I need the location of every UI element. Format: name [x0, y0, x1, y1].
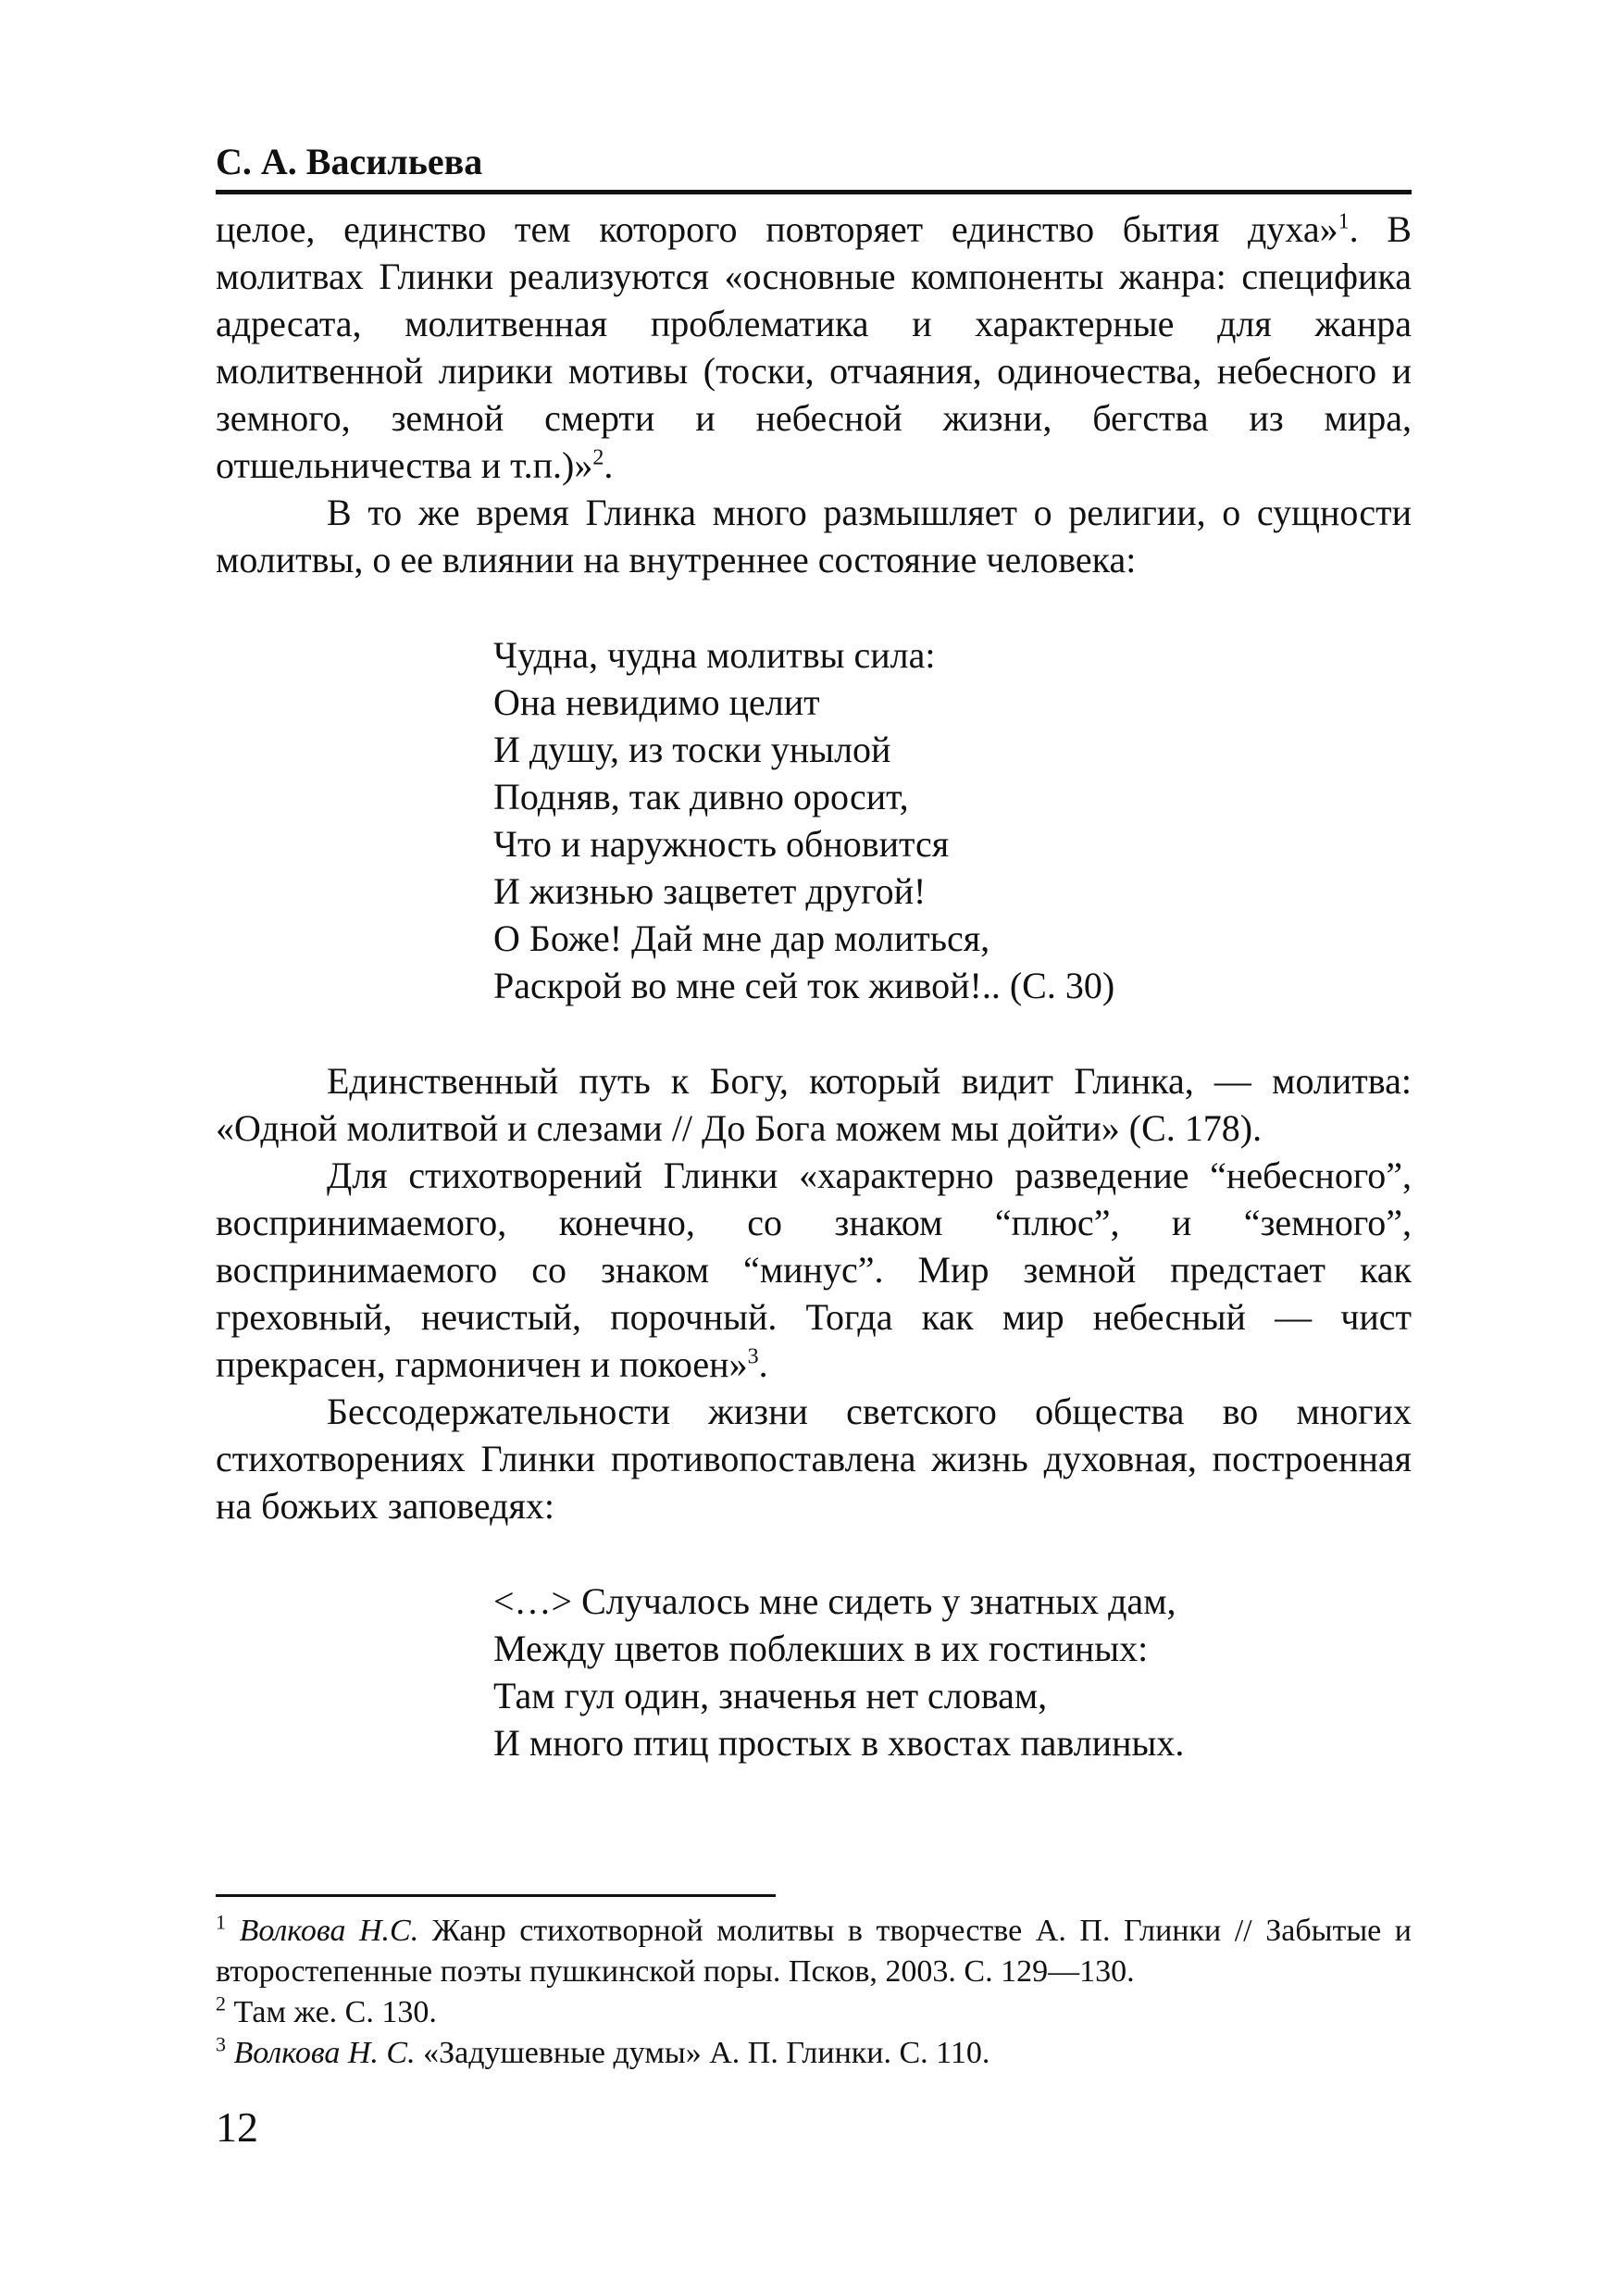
- paragraph-text: . В молитвах Глинки реализуются «основные компоненты жанра: специфика адресата, молитвенная проблематика и характерные для жанра молитвенной лирики мотивы (тоски, отчаяния, одиночества, небесного и земного, земной смерти и небесной жизни, бегства из мира, отшельничества и т.п.)»: [216, 208, 1412, 486]
- paragraph: [216, 1152, 1412, 1388]
- paragraph-text: В то же время Глинка много размышляет о религии, о сущности молитвы, о ее влиянии на внутреннее состояние человека:: [216, 492, 1412, 580]
- footnote-text: Жанр стихотворной молитвы в творчестве А. П. Глинки // Забытые и второстепенные поэты пушкинской поры. Псков, 2003. С. 129—130.: [216, 1914, 1413, 1989]
- poem-line: И душу, из тоски унылой: [493, 729, 891, 770]
- header-rule: [216, 190, 1412, 194]
- paragraph: [216, 1057, 1412, 1152]
- footnote-number: 2: [216, 1991, 226, 2015]
- poem-line: Между цветов поблекших в их гостиных:: [493, 1628, 1149, 1669]
- poem-line: Там гул один, значенья нет словам,: [493, 1675, 1048, 1716]
- paragraphs-top: [216, 206, 1412, 583]
- footnote-ref: 2: [592, 445, 604, 470]
- footnotes: [216, 1911, 1412, 2074]
- footnote: [216, 1992, 1412, 2033]
- paragraph-text: Бессодержательности жизни светского общества во многих стихотворениях Глинки противопоставлена жизнь духовная, построенная на божьих заповедях:: [216, 1391, 1412, 1527]
- poem-line: И жизнью зацветет другой!: [493, 870, 927, 912]
- poem-line: И много птиц простых в хвостах павлиных.: [493, 1722, 1185, 1764]
- footnote-ref: 1: [1338, 209, 1350, 234]
- poem-line: О Боже! Дай мне дар молиться,: [493, 917, 990, 959]
- main-text: [216, 206, 1412, 1766]
- paragraph-text: Для стихотворений Глинки «характерно разведение “небесного”, воспринимаемого, конечно, со знаком “плюс”, и “земного”, воспринимаемого со знаком “минус”. Мир земной предстает как греховный, нечистый, порочный. Тогда как мир небесный — чист прекрасен, гармоничен и покоен»: [216, 1154, 1412, 1385]
- header-author: С. А. Васильева: [216, 141, 483, 182]
- footnote-separator: [216, 1894, 776, 1897]
- poem-line: Она невидимо целит: [493, 681, 820, 723]
- paragraph: [216, 206, 1412, 489]
- footnote-author: Волкова Н.С.: [239, 1914, 419, 1948]
- footnote-text: Там же. С. 130.: [233, 1995, 437, 2029]
- paragraph-text: .: [758, 1343, 768, 1385]
- poem-line: Подняв, так дивно оросит,: [493, 776, 909, 817]
- paragraph-text: Единственный путь к Богу, который видит Глинка, — молитва: «Одной молитвой и слезами // До Бога можем мы дойти» (С. 178).: [216, 1060, 1412, 1149]
- footnote-ref: 3: [747, 1344, 759, 1369]
- page-number: 12: [216, 2103, 258, 2151]
- poem-line: Раскрой во мне сей ток живой!.. (С. 30): [493, 965, 1115, 1006]
- footnote: [216, 1911, 1412, 1992]
- poem-line: <…> Случалось мне сидеть у знатных дам,: [493, 1580, 1176, 1622]
- poem-line: Что и наружность обновится: [493, 823, 950, 865]
- footnote-author: Волкова Н. С.: [233, 2036, 416, 2070]
- paragraph-text: .: [604, 444, 614, 486]
- footnote: [216, 2033, 1412, 2074]
- paragraph: [216, 1388, 1412, 1529]
- running-header: [216, 139, 1412, 185]
- poem-quote-1: [216, 631, 1412, 1009]
- footnote-number: 3: [216, 2032, 226, 2056]
- poem-quote-2: [216, 1578, 1412, 1766]
- paragraphs-middle: [216, 1057, 1412, 1529]
- paragraph-text: целое, единство тем которого повторяет единство бытия духа»: [216, 208, 1338, 250]
- footnote-number: 1: [216, 1910, 226, 1934]
- paragraph: [216, 489, 1412, 583]
- poem-line: Чудна, чудна молитвы сила:: [493, 634, 936, 676]
- footnote-text: «Задушевные думы» А. П. Глинки. С. 110.: [415, 2036, 990, 2070]
